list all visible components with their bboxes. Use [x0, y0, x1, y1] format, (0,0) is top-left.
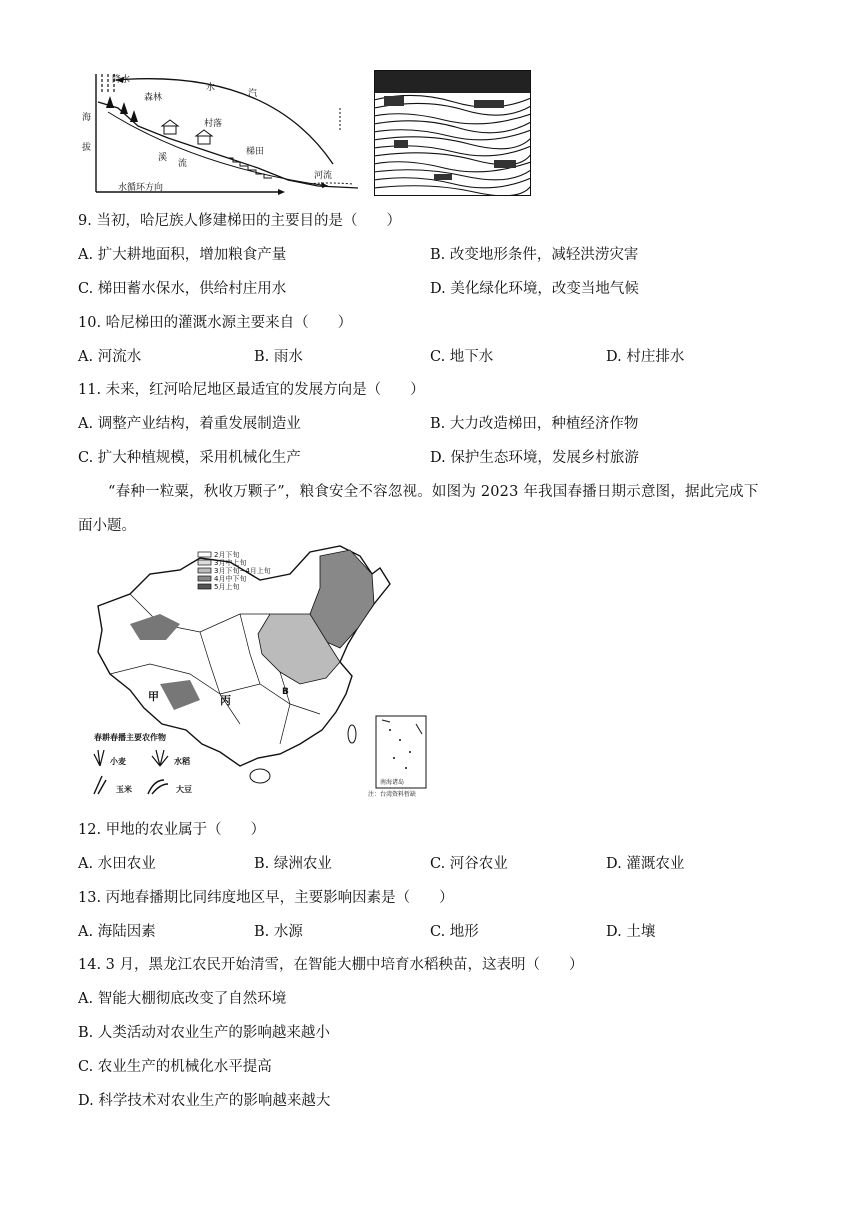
crop-soybean-label: 大豆 — [176, 785, 192, 794]
question-10-option-b[interactable]: B. 雨水 — [254, 349, 303, 365]
question-9-option-c[interactable]: C. 梯田蓄水保水，供给村庄用水 — [78, 281, 287, 297]
question-14-option-b[interactable]: B. 人类活动对农业生产的影响越来越小 — [78, 1025, 330, 1041]
intro-line-1: “春种一粒粟，秋收万颗子”，粮食安全不容忽视。如图为 2023 年我国春播日期示意图，据此完成下 — [108, 484, 759, 500]
crop-corn-icon — [94, 776, 106, 794]
water-cycle-diagram — [78, 68, 360, 198]
question-9-option-d[interactable]: D. 美化绿化环境，改变当地气候 — [430, 281, 639, 297]
label-river: 河流 — [314, 171, 333, 181]
legend-item-3: 3月下旬~4月上旬 — [214, 567, 271, 575]
crop-rice-label: 水稻 — [174, 757, 190, 766]
legend-item-2: 3月中上旬 — [214, 559, 247, 567]
question-10-option-a[interactable]: A. 河流水 — [78, 349, 142, 365]
label-b: B — [282, 687, 289, 697]
question-13-option-d[interactable]: D. 土壤 — [606, 924, 656, 940]
label-village: 村落 — [204, 119, 223, 129]
label-rain: 降水 — [112, 75, 131, 85]
question-10-option-d[interactable]: D. 村庄排水 — [606, 349, 685, 365]
question-10-option-c[interactable]: C. 地下水 — [430, 349, 494, 365]
question-9-stem: 9. 当初，哈尼族人修建梯田的主要目的是（ ） — [78, 213, 401, 229]
label-terrace: 梯田 — [246, 147, 265, 157]
spring-sowing-map — [90, 544, 440, 800]
crops-title: 春耕春播主要农作物 — [94, 733, 166, 742]
legend-item-5: 5月上旬 — [214, 583, 240, 591]
label-vapor-2: 汽 — [248, 89, 258, 99]
question-11-option-d[interactable]: D. 保护生态环境，发展乡村旅游 — [430, 450, 639, 466]
question-11-option-b[interactable]: B. 大力改造梯田，种植经济作物 — [430, 416, 639, 432]
label-flow-1: 溪 — [158, 153, 168, 163]
label-flow-2: 流 — [178, 159, 188, 169]
question-9-option-b[interactable]: B. 改变地形条件，减轻洪涝灾害 — [430, 247, 639, 263]
question-14-option-d[interactable]: D. 科学技术对农业生产的影响越来越大 — [78, 1093, 331, 1109]
question-9-option-a[interactable]: A. 扩大耕地面积，增加粮食产量 — [78, 247, 287, 263]
intro-line-2: 面小题。 — [78, 518, 136, 534]
label-vapor-1: 水 — [206, 83, 216, 93]
question-11-option-a[interactable]: A. 调整产业结构，着重发展制造业 — [78, 416, 301, 432]
legend-item-1: 2月下旬 — [214, 551, 240, 559]
label-cycle-direction: 水循环方向 — [118, 183, 164, 193]
crop-corn-label: 玉米 — [116, 785, 132, 794]
map-note: 注：台湾资料暂缺 — [368, 791, 417, 798]
label-bing: 丙 — [220, 694, 231, 707]
inset-label: 南海诸岛 — [380, 779, 405, 786]
crop-rice-icon — [152, 750, 168, 766]
crop-soybean-icon — [148, 780, 168, 794]
question-11-option-c[interactable]: C. 扩大种植规模，采用机械化生产 — [78, 450, 301, 466]
south-china-sea-inset — [376, 716, 426, 788]
question-12-option-d[interactable]: D. 灌溉农业 — [606, 856, 685, 872]
question-13-option-a[interactable]: A. 海陆因素 — [78, 924, 156, 940]
question-13-option-b[interactable]: B. 水源 — [254, 924, 303, 940]
legend-item-4: 4月中下旬 — [214, 575, 247, 583]
question-12-stem: 12. 甲地的农业属于（ ） — [78, 822, 266, 838]
question-14-stem: 14. 3 月，黑龙江农民开始清雪，在智能大棚中培育水稻秧苗，这表明（ ） — [78, 957, 584, 973]
question-11-stem: 11. 未来，红河哈尼地区最适宜的发展方向是（ ） — [78, 382, 425, 398]
question-12-option-a[interactable]: A. 水田农业 — [78, 856, 156, 872]
label-altitude-2: 拔 — [82, 143, 92, 153]
question-10-stem: 10. 哈尼梯田的灌溉水源主要来自（ ） — [78, 315, 353, 331]
question-14-option-c[interactable]: C. 农业生产的机械化水平提高 — [78, 1059, 272, 1075]
question-14-option-a[interactable]: A. 智能大棚彻底改变了自然环境 — [78, 991, 287, 1007]
crop-wheat-icon — [94, 750, 104, 766]
label-altitude-1: 海 — [82, 113, 92, 123]
question-13-stem: 13. 丙地春播期比同纬度地区早，主要影响因素是（ ） — [78, 890, 454, 906]
label-forest: 森林 — [144, 93, 163, 103]
question-12-option-c[interactable]: C. 河谷农业 — [430, 856, 508, 872]
question-13-option-c[interactable]: C. 地形 — [430, 924, 479, 940]
crop-wheat-label: 小麦 — [110, 757, 126, 766]
question-12-option-b[interactable]: B. 绿洲农业 — [254, 856, 332, 872]
terrace-photo — [374, 70, 531, 196]
label-jia: 甲 — [148, 690, 159, 703]
